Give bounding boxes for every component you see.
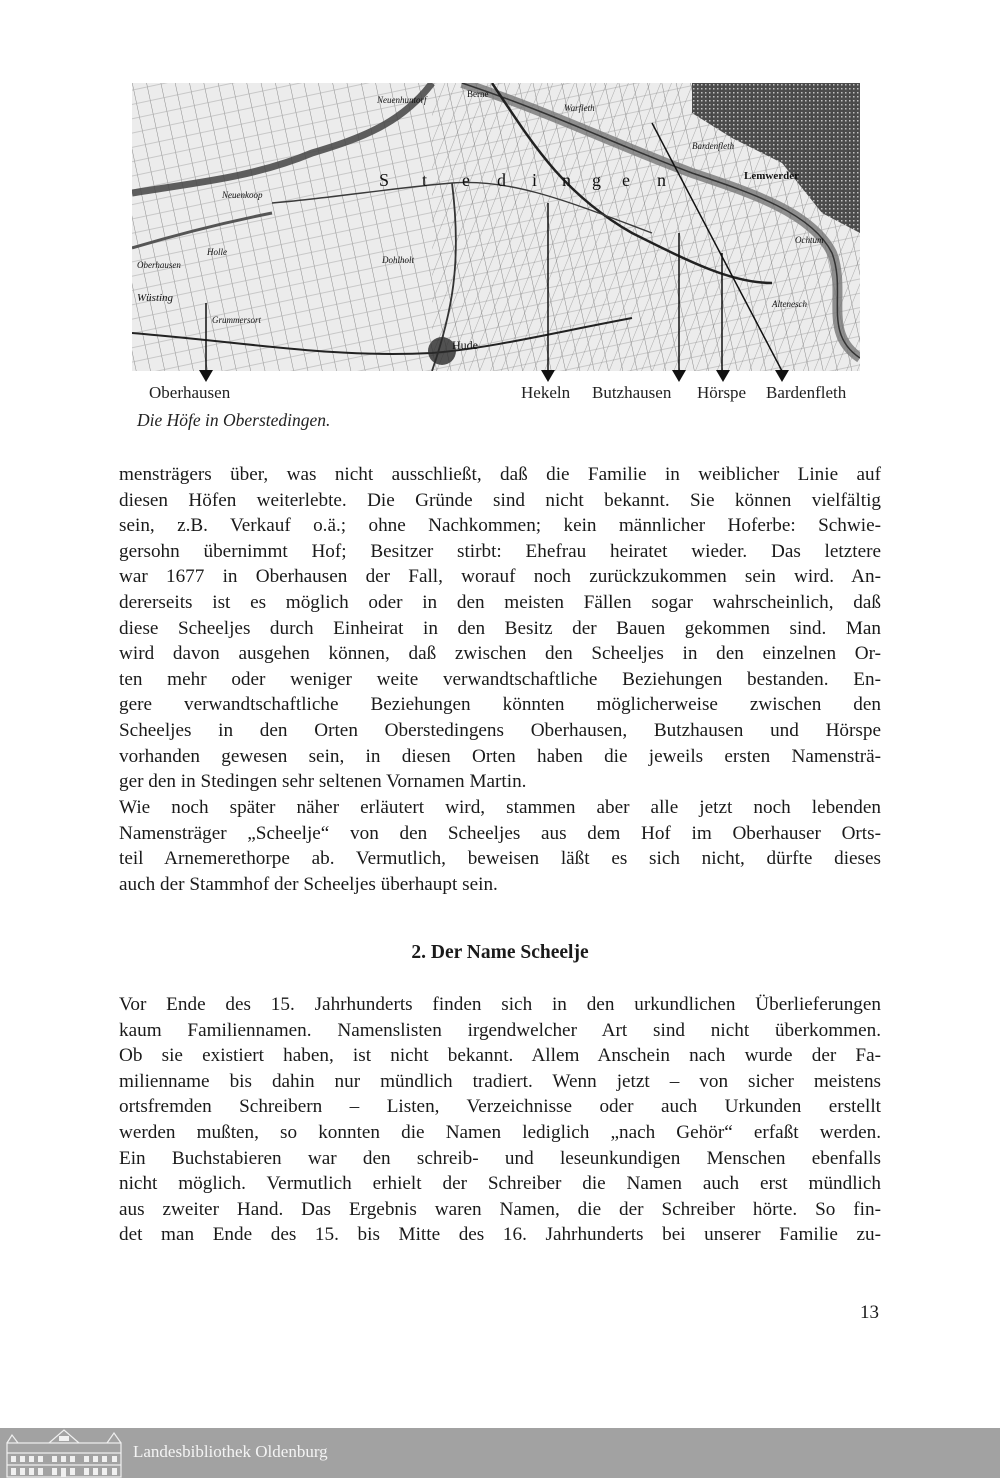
text-line: gersohn übernimmt Hof; Besitzer stirbt: Ehefrau heiratet wieder. Das letztere	[119, 540, 881, 562]
label-hekeln: Hekeln	[521, 383, 571, 402]
svg-text:e: e	[622, 170, 630, 190]
historical-map-figure	[132, 83, 860, 371]
text-line: dererseits ist es möglich oder in den meisten Fällen sogar wahrscheinlich, daß	[119, 591, 881, 613]
svg-text:n: n	[657, 170, 666, 190]
library-building-logo-icon	[4, 1429, 124, 1478]
text-line: ortsfremden Schreibern – Listen, Verzeichnisse oder auch Urkunden erstellt	[119, 1096, 881, 1118]
text-line: auch der Stammhof der Scheeljes überhaupt sein.	[119, 873, 498, 895]
text-line: Vor Ende des 15. Jahrhunderts finden sich in den urkundlichen Überlieferungen	[119, 994, 881, 1015]
text-line: aus zweiter Hand. Das Ergebnis waren Namen, die der Schreiber hörte. So fin-	[119, 1198, 881, 1220]
label-horspe: Hörspe	[697, 383, 747, 402]
text-line: vorhanden gewesen sein, in diesen Orten haben die jeweils ersten Namensträ-	[119, 745, 881, 767]
svg-text:Bardenfleth: Bardenfleth	[692, 141, 735, 151]
text-line: nicht möglich. Vermutlich erhielt der Schreiber die Namen auch erst mündlich	[119, 1173, 881, 1195]
text-line: wird davon ausgehen können, daß zwischen den Scheeljes in den einzelnen Or-	[119, 643, 881, 665]
svg-text:d: d	[497, 170, 506, 190]
text-line: sein, z.B. Verkauf o.ä.; ohne Nachkommen; kein männlicher Hoferbe: Schwie-	[119, 515, 881, 537]
label-oberhausen: Oberhausen	[149, 383, 231, 402]
page-number: 13	[860, 1302, 879, 1323]
map-arrow-labels	[0, 383, 1000, 407]
svg-text:Altenesch: Altenesch	[772, 299, 807, 309]
svg-text:Ochtum: Ochtum	[795, 235, 824, 245]
svg-text:Grummersort: Grummersort	[212, 315, 262, 325]
library-name: Landesbibliothek Oldenburg	[133, 1442, 328, 1461]
paragraph-3	[119, 992, 881, 1248]
text-line: Wie noch später näher erläutert wird, stammen aber alle jetzt noch lebenden	[119, 797, 881, 818]
figure-caption: Die Höfe in Oberstedingen.	[137, 410, 331, 430]
svg-text:Hude: Hude	[452, 338, 478, 352]
text-line: diese Scheeljes durch Einheirat in den Besitz der Bauen gekommen sind. Man	[119, 617, 881, 639]
svg-text:t: t	[422, 170, 428, 190]
text-line: kaum Familiennamen. Namenslisten irgendwelcher Art sind nicht überkommen.	[119, 1019, 881, 1041]
svg-text:Neuenkoop: Neuenkoop	[222, 190, 263, 200]
svg-text:Wüsting: Wüsting	[137, 292, 174, 304]
text-line: war 1677 in Oberhausen der Fall, worauf noch zurückzukommen sein wird. An-	[119, 566, 881, 588]
text-line: Ob sie existiert haben, ist nicht bekannt. Allem Anschein nach wurde der Fa-	[119, 1045, 881, 1067]
svg-text:Berne: Berne	[467, 89, 489, 99]
svg-text:Dohlholt: Dohlholt	[382, 255, 415, 265]
text-line: werden mußten, so konnten die Namen lediglich „nach Gehör“ erfaßt werden.	[119, 1121, 881, 1143]
arrow-bardenfleth-icon	[775, 370, 789, 382]
svg-text:Oberhausen: Oberhausen	[137, 260, 181, 270]
library-footer-bar	[0, 1428, 1000, 1478]
svg-text:n: n	[562, 170, 571, 190]
svg-text:Warfleth: Warfleth	[564, 103, 595, 113]
text-line: gere verwandtschaftliche Beziehungen könnten möglicherweise zwischen den	[119, 694, 881, 716]
svg-text:g: g	[592, 170, 601, 190]
text-line: ger den in Stedingen sehr seltenen Vornamen Martin.	[119, 771, 527, 793]
text-line: teil Arnemerethorpe ab. Vermutlich, beweisen läßt es sich nicht, dürfte dieses	[119, 848, 881, 870]
paragraph-2	[119, 795, 881, 897]
text-line: det man Ende des 15. bis Mitte des 16. Jahrhunderts bei unserer Familie zu-	[119, 1224, 881, 1246]
svg-text:Holle: Holle	[207, 247, 227, 257]
label-butzhausen: Butzhausen	[592, 383, 672, 402]
text-line: milienname bis dahin nur mündlich tradiert. Wenn jetzt – von sicher meistens	[119, 1070, 881, 1092]
svg-text:i: i	[532, 170, 538, 190]
section-heading: 2. Der Name Scheelje	[411, 942, 589, 963]
text-line: mensträgers über, was nicht ausschließt, daß die Familie in weiblicher Linie auf	[119, 464, 881, 485]
text-line: Namensträger „Scheelje“ von den Scheeljes aus dem Hof im Oberhauser Orts-	[119, 822, 881, 844]
map-image	[132, 83, 860, 371]
text-line: Scheeljes in den Orten Oberstedingens Oberhausen, Butzhausen und Hörspe	[119, 719, 881, 741]
svg-text:Lemwerder: Lemwerder	[744, 170, 799, 182]
svg-text:e: e	[462, 170, 470, 190]
arrow-butzhausen-icon	[672, 370, 686, 382]
label-bardenfleth: Bardenfleth	[766, 383, 847, 402]
svg-text:Neuenhuntorf: Neuenhuntorf	[377, 95, 427, 105]
arrow-hekeln-icon	[541, 370, 555, 382]
paragraph-1	[119, 462, 881, 795]
arrow-horspe-icon	[716, 370, 730, 382]
text-line: diesen Höfen weiterlebte. Die Gründe sind nicht bekannt. Sie können vielfältig	[119, 489, 881, 511]
svg-text:S: S	[379, 170, 390, 190]
map-arrows	[0, 370, 1000, 384]
text-line: ten mehr oder weniger weite verwandtschaftliche Beziehungen bestanden. En-	[119, 668, 881, 690]
arrow-oberhausen-icon	[199, 370, 213, 382]
text-line: Ein Buchstabieren war den schreib- und leseunkundigen Menschen ebenfalls	[119, 1147, 881, 1169]
